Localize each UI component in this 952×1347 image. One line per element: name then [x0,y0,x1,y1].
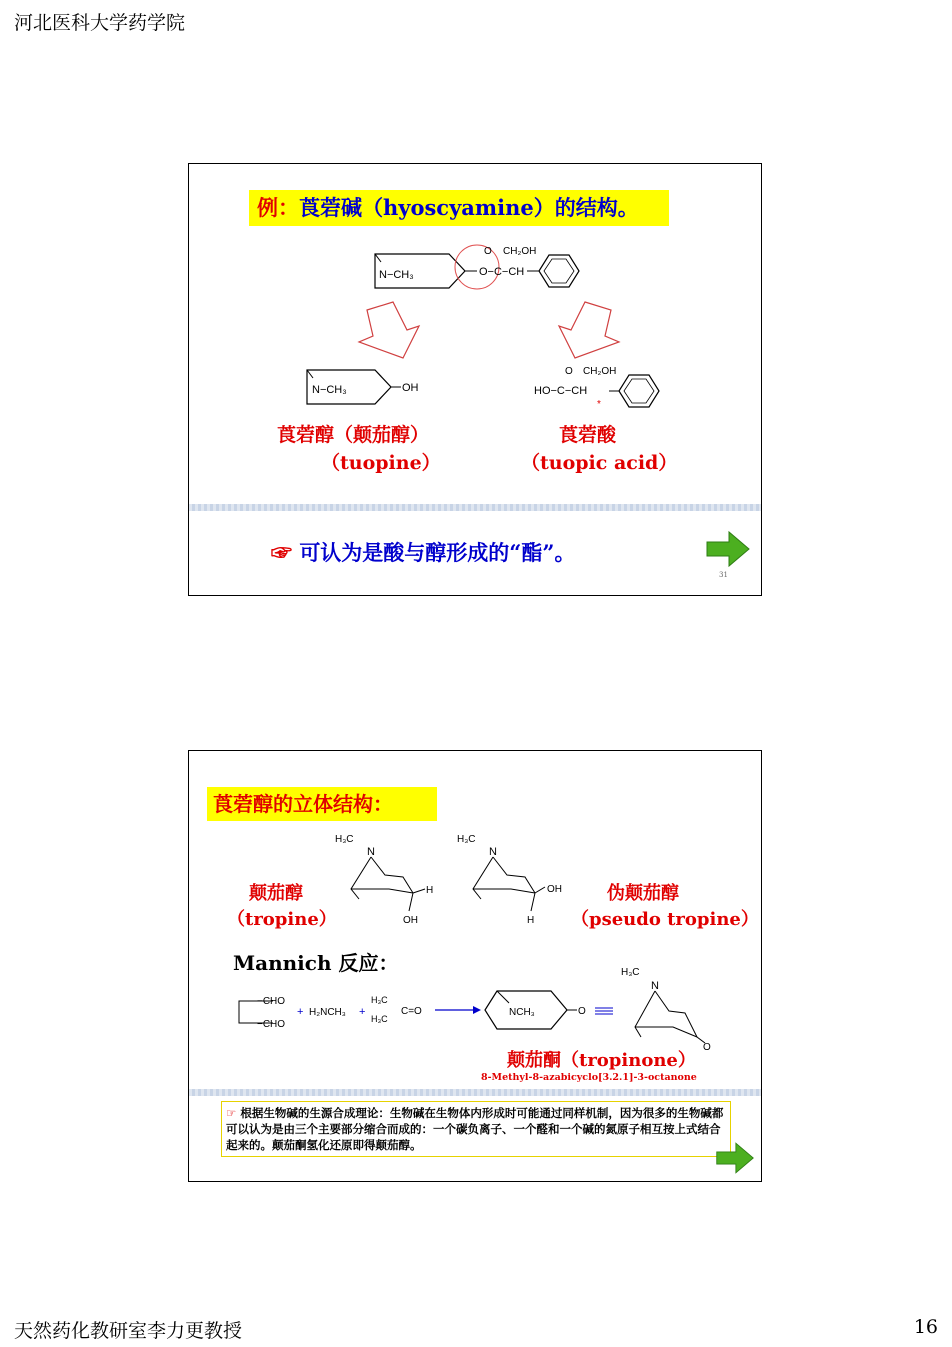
slide-title: 莨菪醇的立体结构： [207,787,437,821]
ester-linker: O−C−CH [479,266,525,278]
tropinone-name: 颠茄酮（tropinone） [507,1050,696,1071]
biosynthesis-note [221,1101,731,1157]
ester-note [271,537,575,567]
tropine-oh: OH [402,382,419,394]
cho-bottom: −CHO [257,1019,286,1030]
acid-carbonyl-o: O [565,366,573,377]
carbonyl-o: O [484,246,492,257]
slide-hyoscyamine [188,163,762,596]
footer-author: 天然药化教研室李力更教授 [14,1320,243,1342]
tropinone-nch3: NCH₃ [509,1007,535,1018]
biosynthesis-note-text: 根据生物碱的生源合成理论：生物碱在生物体内形成时可能通过同样机制，因为很多的生物碱都可以认为是由三个主要部分缩合而成的：一个碳负离子、一个醛和一个碱的氮原子相互按上式结合起来的。颠茄酮氢化还原即得颠茄醇。 [226,1106,724,1152]
tropinone-iupac: 8-Methyl-8-azabicyclo[3.2.1]-3-octanone [481,1072,697,1083]
hand-pointer-icon: ☞ [226,1106,237,1120]
acetone-co: C=O [401,1006,422,1017]
divider-strip [189,1089,761,1096]
pseudo-tropine-en: （pseudo tropine） [571,909,759,930]
pseudo-h: H [527,915,535,926]
tropinone3d-h3c: H₃C [621,967,640,978]
next-arrow-icon[interactable] [705,530,751,568]
header-school: 河北医科大学药学院 [14,12,186,34]
tropine-name-en: （tuopine） [321,452,441,474]
acid-ch2oh: CH₂OH [583,366,617,377]
ch2oh-label: CH₂OH [503,246,537,257]
ester-note-text: 可认为是酸与醇形成的“酯”。 [299,540,576,565]
acid-linker: HO−C−CH [534,385,588,397]
tropine-h: H [426,885,434,896]
cho-top: −CHO [257,996,286,1007]
plus-2: + [359,1006,366,1018]
acetone-h3c-bottom: H₃C [371,1014,388,1024]
tropinone3d-n: N [651,980,659,992]
plus-1: + [297,1006,304,1018]
hyoscyamine-structure [189,234,762,484]
chiral-star: * [597,399,601,410]
tropine-n-ch3: N−CH₃ [312,384,347,396]
methylamine: H₂NCH₃ [309,1007,346,1018]
acetone-h3c-top: H₃C [371,995,388,1005]
pseudo-tropine-cn: 伪颠茄醇 [607,883,679,904]
mannich-heading: Mannich 反应： [233,951,399,975]
slide-title [249,190,669,226]
tropine-name-cn: 莨菪醇（颠茄醇） [277,424,430,446]
pseudo-h3c: H₃C [457,834,476,845]
slide-tropine-stereo [188,750,762,1182]
pseudo-oh: OH [547,884,562,895]
divider-strip [189,504,761,511]
tropine-cn: 颠茄醇 [249,883,303,904]
n-ch3-label: N−CH₃ [379,269,414,281]
tropine-en: （tropine） [227,909,337,930]
tropic-acid-name-cn: 莨菪酸 [559,424,617,446]
next-arrow-icon[interactable] [715,1141,755,1175]
tropine-oh: OH [403,915,418,926]
tropine-n: N [367,846,375,858]
tropine-h3c: H₃C [335,834,354,845]
title-main: 莨菪碱（hyoscyamine）的结构。 [299,195,639,220]
tropinone-o: O [578,1006,586,1017]
hand-pointer-icon: ☞ [271,540,292,565]
page-number: 16 [913,1316,938,1338]
pseudo-n: N [489,846,497,858]
title-prefix: 例： [257,195,299,220]
tropic-acid-name-en: （tuopic acid） [521,452,678,474]
tropinone3d-o: O [703,1042,711,1053]
slide-number: 31 [719,571,728,579]
